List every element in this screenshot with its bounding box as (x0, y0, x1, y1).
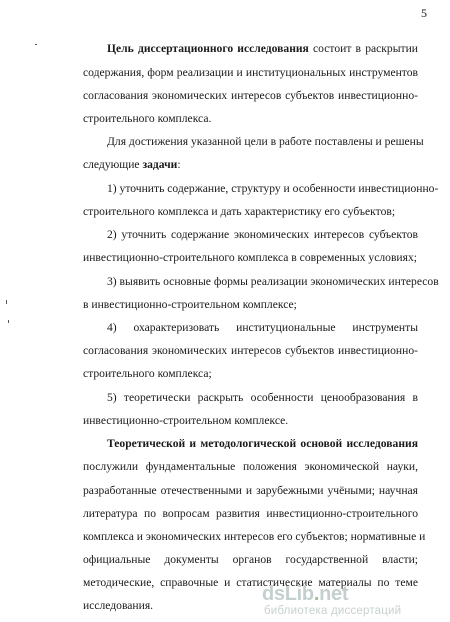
list-item: согласования экономических интересов субъектов инвестиционно- (83, 344, 418, 357)
text-line: следующие задачи: (83, 158, 181, 171)
text-line: Для достижения указанной цели в работе поставлены и решены (107, 135, 424, 148)
page-number: 5 (421, 6, 427, 20)
text-line: согласования экономических интересов субъектов инвестиционно- (83, 89, 418, 102)
list-item: в инвестиционно-строительном комплексе; (83, 298, 297, 311)
scan-speck (8, 320, 9, 323)
text-line: содержания, форм реализации и институциональных инструментов (83, 66, 418, 79)
text-line: исследования. (83, 599, 154, 612)
text-line: комплекса и экономических интересов его субъектов; нормативные и (83, 530, 426, 543)
text-line: литература по вопросам развития инвестиционно-строительного (83, 507, 418, 520)
list-item: строительного комплекса и дать характеристику его субъектов; (83, 205, 396, 218)
list-item: инвестиционно-строительном комплексе. (83, 414, 289, 427)
text-line: послужили фундаментальные положения экономической науки, (83, 460, 418, 473)
list-item: 4) охарактеризовать институциональные инструменты (107, 321, 418, 334)
dslib-logo: dsLib.net (262, 583, 349, 605)
list-item: 3) выявить основные формы реализации экономических интересов (107, 275, 439, 288)
text-line: разработанные отечественными и зарубежными учёными; научная (83, 484, 418, 497)
scan-speck (6, 300, 7, 304)
text-line: методические, справочные и статистические материалы по теме (83, 576, 418, 589)
list-item: строительного комплекса; (83, 367, 212, 380)
text-line: строительного комплекса. (83, 112, 212, 125)
text-line: Цель диссертационного исследования состоит в раскрытии (107, 42, 418, 55)
list-item: инвестиционно-строительного комплекса в современных условиях; (83, 251, 417, 264)
watermark-subtitle: библиотека диссертаций (264, 605, 402, 617)
list-item: 2) уточнить содержание экономических интересов субъектов (107, 228, 418, 241)
dslib-watermark (262, 583, 442, 621)
list-item: 1) уточнить содержание, структуру и особенности инвестиционно- (107, 182, 439, 195)
list-item: 5) теоретически раскрыть особенности ценообразования в (107, 391, 418, 404)
text-line: Теоретической и методологической основой исследования (107, 437, 418, 450)
scan-speck (35, 44, 37, 45)
text-line: официальные документы органов государственной власти; (83, 553, 418, 566)
